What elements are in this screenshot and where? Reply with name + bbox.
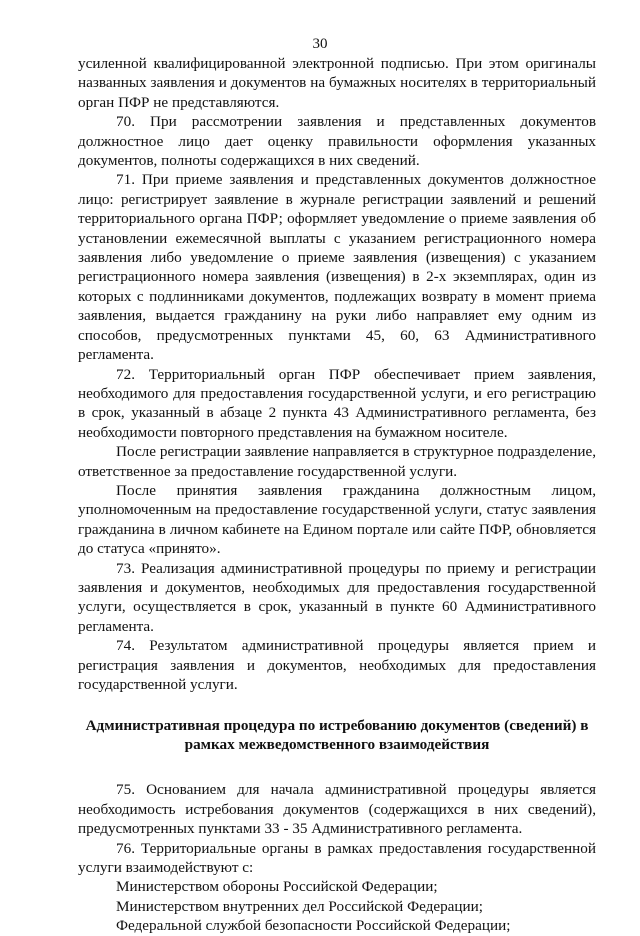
list-item: Федеральной службой безопасности Российской Федерации; (116, 917, 511, 935)
paragraph-73: 73. Реализация административной процедуры по приему и регистрации заявления и документов, необходимых для предоставления государственной услуги, осуществляется в срок, указанный в пункте 60 Административного регламента. (78, 559, 596, 635)
paragraph-76: 76. Территориальные органы в рамках предоставления государственной услуги взаимодействуют с: (78, 839, 596, 877)
paragraph-continuation: усиленной квалифицированной электронной подписью. При этом оригиналы названных заявления и документов на бумажных носителях в территориальный орган ПФР не представляются. (78, 55, 596, 111)
list-item: Министерством обороны Российской Федерации; (116, 878, 438, 896)
paragraph-71: 71. При приеме заявления и представленных документов должностное лицо: регистрирует заявление в журнале регистрации заявлений и решений территориального органа ПФР; оформляет уведомление о приеме заявления об установлении ежемесячной выплаты с указанием регистрационного номера заявления либо уведомление о приеме заявления (извещения) с указанием регистрационного номера заявления (извещения) в 2-х экземплярах, один из которых с подлинниками документов, подлежащих возврату в момент приема заявления, выдается гражданину на руки либо направляет ему одним из способов, предусмотренных пунктами 45, 60, 63 Административного регламента. (78, 171, 596, 364)
paragraph-70: 70. При рассмотрении заявления и представленных документов должностное лицо дает оценку правильности оформления указанных документов, полноты содержащихся в них сведений. (78, 113, 596, 170)
paragraph-75: 75. Основанием для начала административной процедуры является необходимость истребования документов (содержащихся в них сведений), предусмотренных пунктами 33 - 35 Административного регламента. (78, 781, 596, 838)
paragraph-72: 72. Территориальный орган ПФР обеспечивает прием заявления, необходимого для предоставления государственной услуги, и его регистрацию в срок, указанный в абзаце 2 пункта 43 Административного регламента, без необходимости повторного представления на бумажном носителе. (78, 365, 596, 441)
section-heading: Административная процедура по истребованию документов (сведений) в рамках межведомственного взаимодействия (85, 717, 589, 754)
document-body (78, 54, 596, 936)
paragraph-status: После принятия заявления гражданина должностным лицом, уполномоченным на предоставление государственной услуги, статус заявления гражданина в личном кабинете на Едином портале или сайте ПФР, обновляется до статуса «принято». (78, 481, 596, 558)
paragraph-registration: После регистрации заявление направляется в структурное подразделение, ответственное за предоставление государственной услуги. (78, 443, 596, 480)
list-item: Министерством внутренних дел Российской Федерации; (116, 897, 484, 915)
paragraph-74: 74. Результатом административной процедуры является прием и регистрация заявления и документов, необходимых для предоставления государственной услуги. (78, 637, 596, 693)
page-number: 30 (312, 36, 328, 52)
